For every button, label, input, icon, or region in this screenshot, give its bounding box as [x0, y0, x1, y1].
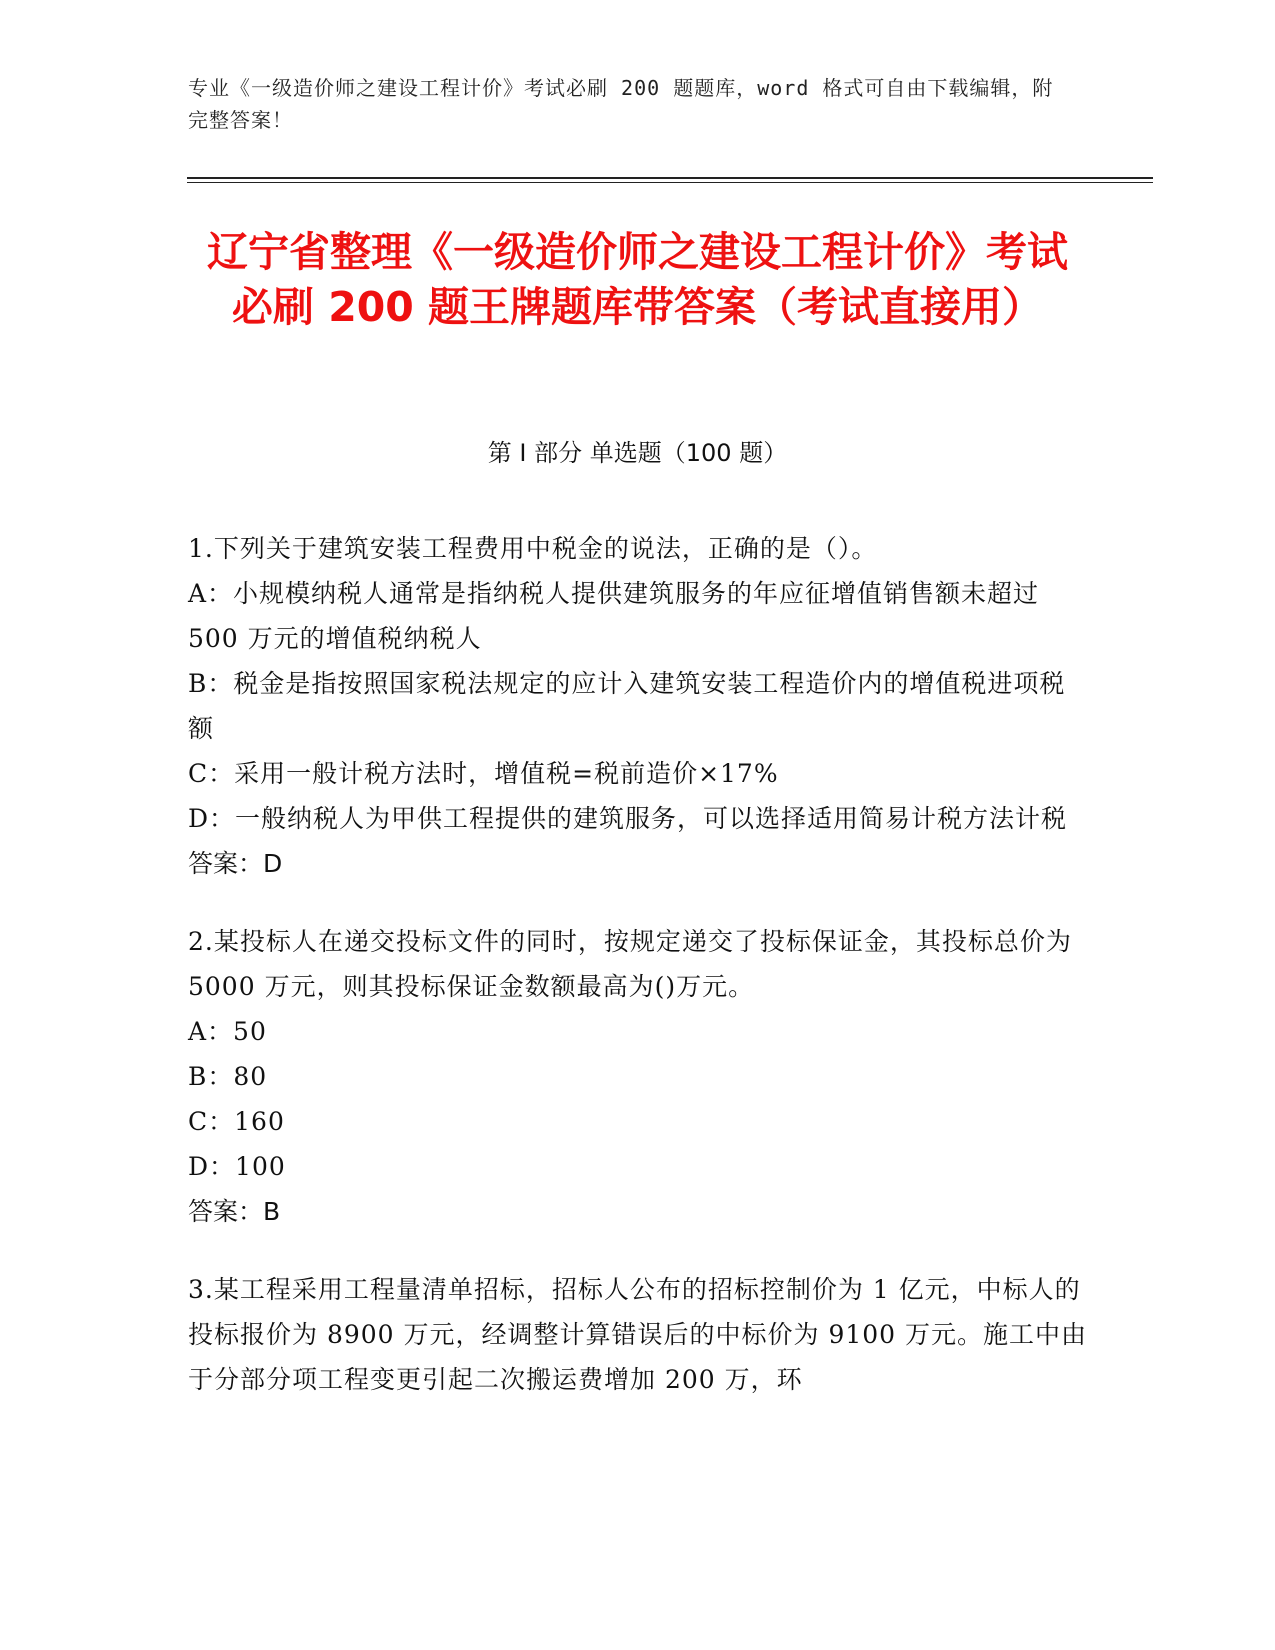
option-b: B：税金是指按照国家税法规定的应计入建筑安装工程造价内的增值税进项税额 [188, 669, 1066, 743]
option-c: C：采用一般计税方法时，增值税=税前造价×17% [188, 759, 779, 788]
option-d: D：一般纳税人为甲供工程提供的建筑服务，可以选择适用简易计税方法计税 [188, 804, 1068, 833]
option-a: A：50 [188, 1017, 267, 1046]
question-stem: 3.某工程采用工程量清单招标，招标人公布的招标控制价为 1 亿元，中标人的投标报价为 8900 万元，经调整计算错误后的中标价为 9100 万元。施工中由于分部分项工程变更引起二次搬运费增加 200 万，环 [188, 1275, 1088, 1394]
answer-line: 答案：D [188, 849, 283, 878]
header-note: 专业《一级造价师之建设工程计价》考试必刷 200 题题库，word 格式可自由下载编辑，附完整答案！ [188, 76, 1054, 132]
option-a: A：小规模纳税人通常是指纳税人提供建筑服务的年应征增值销售额未超过 500 万元的增值税纳税人 [188, 579, 1040, 653]
header-divider-thick [187, 177, 1153, 179]
answer-line: 答案：B [188, 1197, 281, 1226]
question-stem: 1.下列关于建筑安装工程费用中税金的说法，正确的是（）。 [188, 534, 878, 563]
option-c: C：160 [188, 1107, 285, 1136]
option-b: B：80 [188, 1062, 268, 1091]
question-3 [188, 1267, 1088, 1402]
option-d: D：100 [188, 1152, 286, 1181]
question-2 [188, 919, 1088, 1234]
question-list [188, 526, 1088, 1435]
question-1 [188, 526, 1088, 886]
question-stem: 2.某投标人在递交投标文件的同时，按规定递交了投标保证金，其投标总价为 5000 万元，则其投标保证金数额最高为()万元。 [188, 927, 1072, 1001]
section-title: 第 I 部分 单选题（100 题） [487, 439, 788, 467]
document-title: 辽宁省整理《一级造价师之建设工程计价》考试必刷 200 题王牌题库带答案（考试直接用） [207, 228, 1068, 331]
header-divider-thin [187, 182, 1153, 183]
